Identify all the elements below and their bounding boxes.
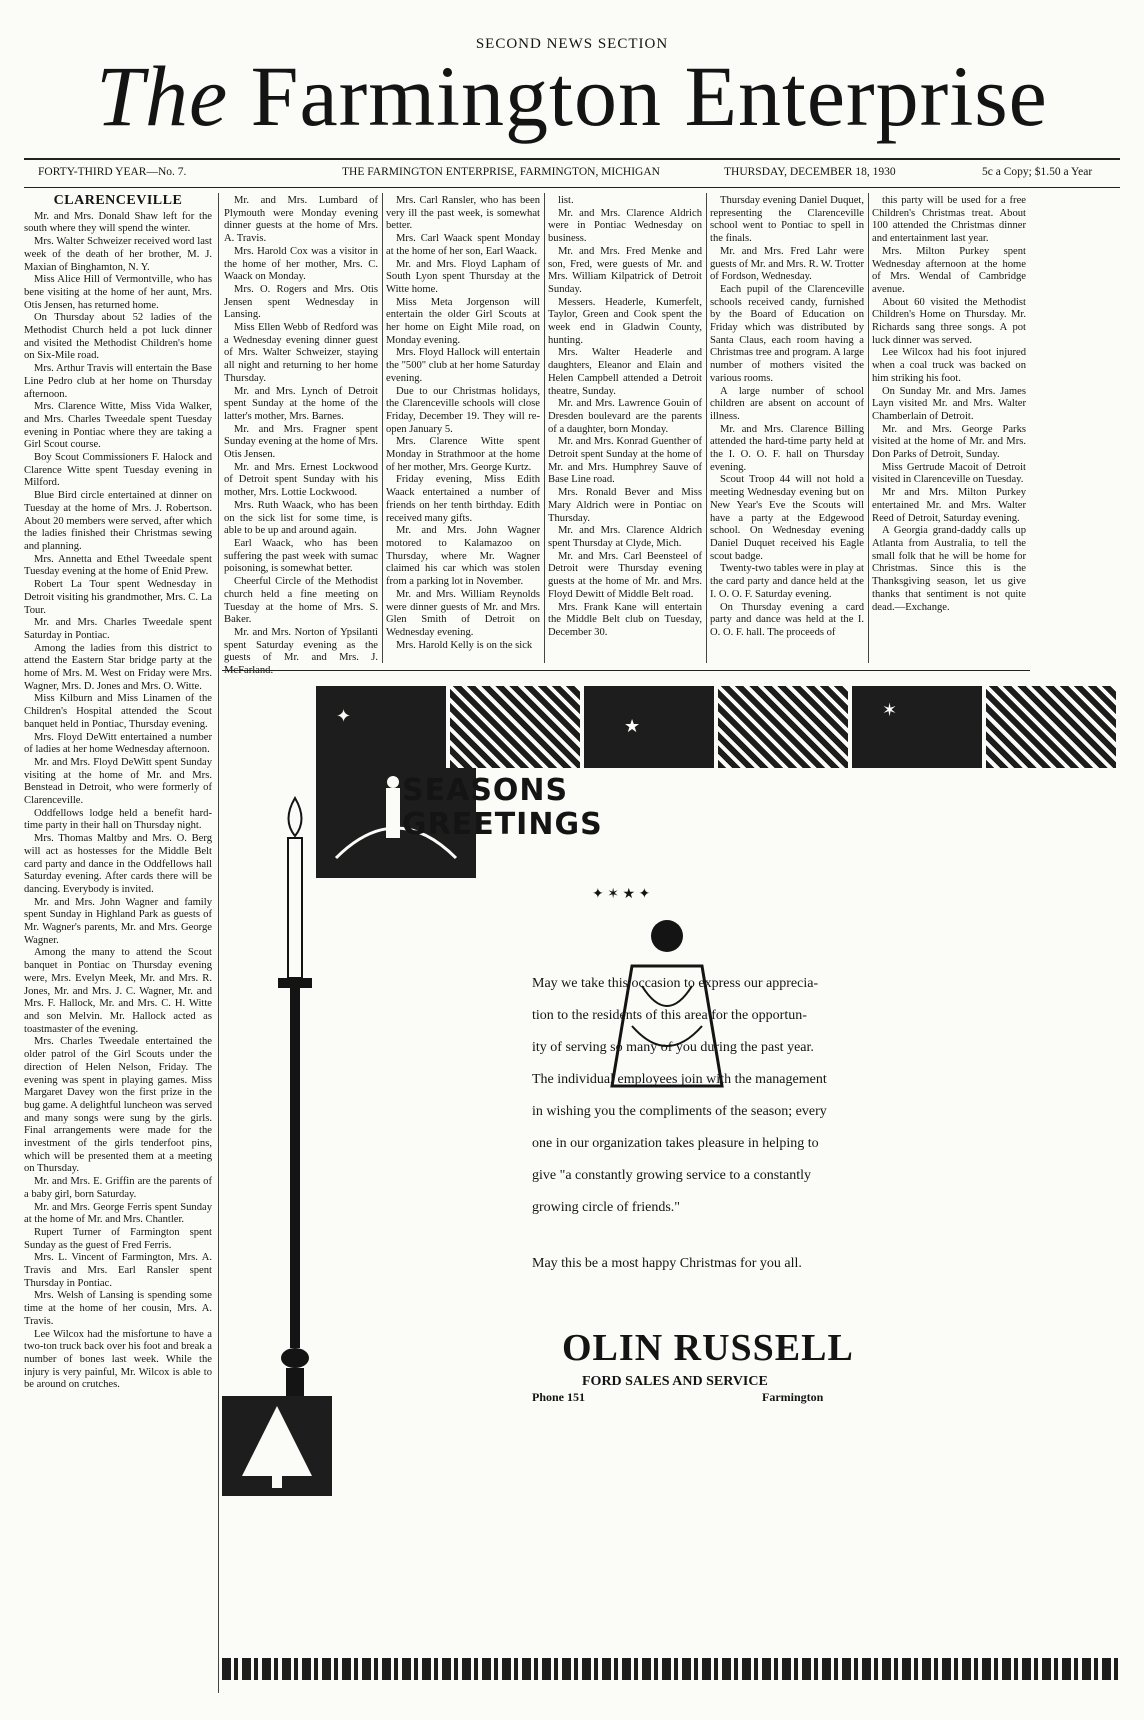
paragraph: Boy Scout Commissioners F. Halock and Clarence Witte spent Tuesday evening in Milford.	[24, 452, 212, 489]
svg-text:✦ ✶ ★ ✦: ✦ ✶ ★ ✦	[592, 887, 651, 902]
news-column-4	[548, 195, 702, 665]
banner-tile: ✶	[852, 686, 982, 768]
column-body	[548, 195, 702, 640]
dateline	[24, 166, 1120, 186]
paragraph: Mr. and Mrs. Clarence Aldrich were in Pontiac Wednesday on business.	[548, 207, 702, 245]
decorative-border	[222, 1658, 1120, 1680]
paragraph: Miss Meta Jorgenson will entertain the older Girl Scouts at her home on Eight Mile road, on Monday evening.	[386, 296, 540, 346]
paragraph: Mr. and Mrs. Konrad Guenther of Detroit spent Sunday at the home of Mr. and Mrs. Humphrey Sauve of Base Line road.	[548, 436, 702, 486]
paragraph: Thursday evening Daniel Duquet, representing the Clarenceville school went to Pontiac to spell in the finals.	[710, 195, 864, 245]
paragraph: Mr and Mrs. Milton Purkey entertained Mr. and Mrs. Walter Reed of Detroit, Saturday evening.	[872, 487, 1026, 524]
paragraph: Cheerful Circle of the Methodist church held a fine meeting on Tuesday at the home of Mrs. S. Baker.	[224, 576, 378, 626]
news-column-1	[24, 195, 212, 1695]
paragraph: Mrs. Annetta and Ethel Tweedale spent Tuesday evening at the home of Enid Prew.	[24, 553, 212, 578]
paragraph: Mr. and Mrs. Lumbard of Plymouth were Monday evening dinner guests at the home of Mrs. A. Travis.	[224, 195, 378, 245]
paragraph: list.	[558, 195, 574, 206]
paragraph: Friday evening, Miss Edith Waack entertained a number of friends on her tenth birthday. Edith received many gifts.	[386, 474, 540, 524]
masthead-name: Farmington Enterprise	[250, 48, 1048, 144]
paragraph: growing circle of friends."	[532, 1200, 680, 1215]
paragraph: Mrs. Floyd Hallock will entertain the "500" club at her home Saturday evening.	[386, 347, 540, 384]
paragraph: Mr. and Mrs. Carl Beensteel of Detroit were Thursday evening guests at the home of Mr. and Mrs. Floyd Dewitt of Middle Belt road.	[548, 550, 702, 600]
paragraph: Mrs. Harold Cox was a visitor in the home of her mother, Mrs. C. Waack on Monday.	[224, 245, 378, 283]
paragraph: Mr. and Mrs. Charles Tweedale spent Saturday in Pontiac.	[24, 617, 212, 641]
paragraph: Mrs. Walter Headerle and daughters, Eleanor and Elain and Helen Campbell attended a Detroit theatre, Sunday.	[548, 347, 702, 397]
paragraph: one in our organization takes pleasure in helping to	[532, 1136, 819, 1151]
paragraph: Mrs. Frank Kane will entertain the Middle Belt club on Tuesday, December 30.	[548, 601, 702, 638]
paragraph: Mrs. Walter Schweizer received word last week of the death of her brother, M. J. Maxian of Binghamton, N. Y.	[24, 236, 212, 273]
paragraph: Miss Kilburn and Miss Linamen of the Children's Hospital attended the Scout banquet held in Pontiac, Thursday evening.	[24, 693, 212, 730]
business-description: FORD SALES AND SERVICE	[582, 1374, 768, 1389]
paragraph: Mr. and Mrs. Floyd DeWitt spent Sunday visiting at the home of Mr. and Mrs. Benstead in Detroit, who were formerly of Clarenceville.	[24, 756, 212, 807]
paragraph: May we take this occasion to express our apprecia-	[532, 976, 819, 991]
paragraph: Among the ladies from this district to attend the Eastern Star bridge party at the home of Mrs. M. West on Friday were Mrs. Wagner, Mrs. D. Jones and Mrs. O. Witte.	[24, 642, 212, 692]
company-name: OLIN RUSSELL	[562, 1327, 854, 1369]
paragraph: Mrs. Thomas Maltby and Mrs. O. Berg will act as hostesses for the Middle Belt card party and dance in the Oddfellows hall Saturday evening. After cards there will be dancing. Everybody is invited.	[24, 833, 212, 895]
paragraph: Mrs. Carl Ransler, who has been very ill the past week, is somewhat better.	[386, 195, 540, 232]
christmas-advertisement	[222, 686, 1120, 1686]
column-divider	[382, 193, 383, 663]
banner-tile	[450, 686, 580, 768]
paragraph: Oddfellows lodge held a benefit hard-time party in their hall on Thursday night.	[24, 807, 212, 832]
masthead-rule-top	[24, 158, 1120, 160]
column-divider	[544, 193, 545, 663]
paragraph: Miss Ellen Webb of Redford was a Wednesday evening dinner guest of Mrs. Walter Schweizer, staying all night and returning to her home Thursday.	[224, 322, 378, 384]
paragraph: Mrs. Ruth Waack, who has been on the sick list for some time, is able to be up and around again.	[224, 499, 378, 537]
paragraph: Mr. and Mrs. Fred Menke and son, Fred, were guests of Mr. and Mrs. William Kilpatrick of Detroit Sunday.	[548, 245, 702, 295]
banner-tile	[718, 686, 848, 768]
dateline-price: 5c a Copy; $1.50 a Year	[982, 166, 1093, 178]
column-body	[24, 211, 212, 1392]
paragraph: Among the many to attend the Scout banquet in Pontiac on Thursday evening were, Mrs. Evelyn Meek, Mr. and Mrs. R. Jones, Mr. and Mrs. J. C. Wagner, Mr. and Mrs. F. Hallock, Mr. and Mrs. C. H. Witte and son Melvin. Mr. Hallock acted as toastmaster of the evening.	[24, 947, 212, 1035]
section-label: SECOND NEWS SECTION	[475, 36, 669, 52]
paragraph: Mrs. Milton Purkey spent Wednesday afternoon at the home of Mrs. Wendal of Cambridge avenue.	[872, 245, 1026, 295]
phone-number: Phone 151	[532, 1390, 586, 1404]
paragraph: A Georgia grand-daddy calls up Atlanta from Australia, to tell the small folk that he will be home for Christmas. Since this is the Thanksgiving season, let us give thanks that sentiment is not quite dead.—Exchange.	[872, 525, 1026, 613]
paragraph: On Thursday about 52 ladies of the Methodist Church held a pot luck dinner and visited the Methodist Children's home on Six-Mile road.	[24, 312, 212, 362]
paragraph: Mr. and Mrs. John Wagner and family spent Sunday in Highland Park as guests of Mr. Wagner's parents, Mr. and Mrs. George Wagner.	[24, 896, 212, 946]
paragraph: About 60 visited the Methodist Children's Home on Thursday. Mr. Richards sang three songs. A pot luck dinner was served.	[872, 296, 1026, 346]
column-heading: CLARENCEVILLE	[53, 193, 183, 208]
column-body	[872, 195, 1026, 614]
column-body	[224, 195, 378, 678]
column-divider	[868, 193, 869, 663]
paragraph: Mrs. O. Rogers and Mrs. Otis Jensen spent Wednesday in Lansing.	[224, 283, 378, 321]
paragraph: Each pupil of the Clarenceville schools received candy, furnished by the Board of Education on Friday which was distributed by Santa Claus, each room having a Christmas tree and program. A large number of mothers visited the various rooms.	[710, 283, 864, 384]
decorative-banner	[316, 686, 1116, 768]
paragraph: Mrs. Carl Waack spent Monday at the home of her son, Earl Waack.	[386, 233, 540, 257]
paragraph: Mrs. Clarence Witte, Miss Vida Walker, and Mrs. Charles Tweedale spent Tuesday evening in Pontiac where they are taking a Girl Scout course.	[24, 401, 212, 451]
column-body	[710, 195, 864, 640]
paragraph: Mrs. Welsh of Lansing is spending some time at the home of her cousin, Mrs. A. Travis.	[24, 1290, 212, 1327]
paragraph: give "a constantly growing service to a constantly	[532, 1168, 812, 1183]
paragraph: ity of serving so many of you during the past year.	[532, 1040, 814, 1055]
paragraph: Mr. and Mrs. William Reynolds were dinner guests of Mr. and Mrs. Glen Smith of Detroit on Wednesday evening.	[386, 588, 540, 638]
paragraph: A large number of school children are absent on account of illness.	[710, 385, 864, 422]
candlestick-icon	[260, 798, 330, 1448]
paragraph: Mr. and Mrs. Floyd Lapham of South Lyon spent Thursday at the Witte home.	[386, 258, 540, 295]
paragraph: Mr. and Mrs. Donald Shaw left for the south where they will spend the winter.	[24, 210, 212, 235]
masthead-title	[0, 46, 1144, 146]
paragraph: Mrs. L. Vincent of Farmington, Mrs. A. Travis and Mrs. Earl Ransler spent Thursday in Pontiac.	[24, 1252, 212, 1289]
paragraph: Messers. Headerle, Kumerfelt, Taylor, Green and Cook spent the week end in Gladwin County, hunting.	[548, 296, 702, 346]
column-divider	[706, 193, 707, 663]
paragraph: Mr. and Mrs. Clarence Aldrich spent Thursday at Clyde, Mich.	[548, 525, 702, 549]
paragraph: in wishing you the compliments of the season; every	[532, 1104, 827, 1119]
banner-tile: ✦	[316, 686, 446, 768]
paragraph: Mrs. Harold Kelly is on the sick	[396, 639, 533, 651]
greeting-line-2: GREETINGS	[402, 807, 603, 842]
ad-message	[532, 968, 1112, 1280]
paragraph: Miss Alice Hill of Vermontville, who has bene visiting at the home of her aunt, Mrs. Otis Jensen, has returned home.	[24, 274, 212, 311]
paragraph: Mr. and Mrs. John Wagner motored to Kalamazoo on Thursday, where Mr. Wagner claimed his car which was stolen from a parking lot in November.	[386, 525, 540, 588]
paragraph: Twenty-two tables were in play at the card party and dance held at the I. O. O. F. Saturday evening.	[710, 563, 864, 600]
masthead-the: The	[96, 48, 229, 144]
paragraph: Mr. and Mrs. E. Griffin are the parents of a baby girl, born Saturday.	[24, 1176, 212, 1200]
paragraph: Mr. and Mrs. Fragner spent Sunday evening at the home of Mrs. Otis Jensen.	[224, 423, 378, 461]
paragraph: The individual employees join with the management	[532, 1072, 827, 1087]
paragraph: Mr. and Mrs. Clarence Billing attended the hard-time party held at the I. O. O. F. hall on Thursday evening.	[710, 423, 864, 473]
paragraph: Mrs. Ronald Bever and Miss Mary Aldrich were in Pontiac on Thursday.	[548, 487, 702, 524]
paragraph: Scout Troop 44 will not hold a meeting Wednesday evening but on New Year's Eve the Scouts will have a party at the Edgewood school. On Wednesday evening Daniel Duquet received his Eagle scout badge.	[710, 474, 864, 562]
paragraph: Mrs. Floyd DeWitt entertained a number of ladies at her home Wednesday afternoon.	[24, 731, 212, 756]
message-body	[532, 968, 1112, 1224]
paragraph: Mr. and Mrs. George Parks visited at the home of Mr. and Mrs. Don Parks of Detroit, Sunday.	[872, 423, 1026, 461]
paragraph: Blue Bird circle entertained at dinner on Tuesday at the home of Mrs. J. Robertson. About 20 members were served, after which the ladies finished their Christmas sewing and planning.	[24, 490, 212, 552]
masthead-rule-bottom	[24, 187, 1120, 188]
dateline-paper: THE FARMINGTON ENTERPRISE, FARMINGTON, MICHIGAN	[342, 166, 660, 178]
banner-tile	[986, 686, 1116, 768]
paragraph: Mrs. Arthur Travis will entertain the Base Line Pedro club at her home on Thursday afternoon.	[24, 363, 212, 400]
paragraph: Rupert Turner of Farmington spent Sunday as the guest of Fred Ferris.	[24, 1226, 212, 1251]
news-column-5	[710, 195, 864, 665]
paragraph: Miss Gertrude Macoit of Detroit visited in Clarenceville on Tuesday.	[872, 461, 1026, 486]
column-divider	[218, 193, 219, 1693]
paragraph: Mr. and Mrs. Lynch of Detroit spent Sunday at the home of the latter's mother, Mrs. Barnes.	[224, 385, 378, 422]
ad-closing: May this be a most happy Christmas for you all.	[532, 1256, 802, 1271]
paragraph: tion to the residents of this area for the opportun-	[532, 1008, 807, 1023]
paragraph: Lee Wilcox had the misfortune to have a two-ton truck back over his foot and break a number of bones last week. While the injury is very painful, Mr. Wilcox is able to be around on crutches.	[24, 1328, 212, 1391]
seasons-greetings	[402, 774, 603, 842]
paragraph: On Sunday Mr. and Mrs. James Layn visited Mr. and Mrs. Walter Chamberlain of Detroit.	[872, 385, 1026, 422]
paragraph: this party will be used for a free Children's Christmas treat. About 100 attended the Christmas dinner and entertainment last year.	[872, 195, 1026, 245]
paragraph: Mr. and Mrs. George Ferris spent Sunday at the home of Mr. and Mrs. Chantler.	[24, 1201, 212, 1226]
banner-tile: ★	[584, 686, 714, 768]
paragraph: Mrs. Clarence Witte spent Monday in Strathmoor at the home of her mother, Mrs. George Kurtz.	[386, 436, 540, 473]
dateline-date: THURSDAY, DECEMBER 18, 1930	[724, 166, 896, 178]
news-column-6	[872, 195, 1026, 665]
greeting-line-1: SEASONS	[402, 773, 569, 808]
christmas-tree-icon	[222, 1396, 332, 1496]
paragraph: Mrs. Charles Tweedale entertained the older patrol of the Girl Scouts under the direction of Helen Nelson, Friday. The evening was spent in playing games. Miss Margaret Davey won the first prize in the bug game. A delightful luncheon was served and many songs were sung by the girls. Final arrangements were made for the investment of the girls tenderfoot pins, which will be presented them at a meeting on Thursday.	[24, 1036, 212, 1175]
town-name: Farmington	[762, 1390, 824, 1404]
paragraph: Robert La Tour spent Wednesday in Detroit visiting his grandmother, Mrs. C. La Tour.	[24, 579, 212, 616]
column-body	[386, 195, 540, 652]
news-column-3	[386, 195, 540, 665]
paragraph: Mr. and Mrs. Norton of Ypsilanti spent Saturday evening as the guests of Mr. and Mrs. J. McFarland.	[224, 626, 378, 677]
paragraph: Due to our Christmas holidays, the Clarenceville schools will close Friday, December 19. They will re-open January 5.	[386, 385, 540, 435]
ad-top-rule	[222, 670, 1030, 671]
paragraph: Mr. and Mrs. Fred Lahr were guests of Mr. and Mrs. R. W. Trotter of Fordson, Wednesday.	[710, 245, 864, 283]
paragraph: Mr. and Mrs. Lawrence Gouin of Dresden boulevard are the parents of a daughter, born Monday.	[548, 398, 702, 435]
dateline-year: FORTY-THIRD YEAR—No. 7.	[38, 166, 187, 178]
paragraph: Earl Waack, who has been suffering the past week with sumac poisoning, is somewhat better.	[224, 537, 378, 575]
news-column-2	[224, 195, 378, 677]
paragraph: Lee Wilcox had his foot injured when a coal truck was backed on him striking his foot.	[872, 347, 1026, 384]
paragraph: On Thursday evening a card party and dance was held at the I. O. O. F. hall. The proceeds of	[710, 601, 864, 638]
paragraph: Mr. and Mrs. Ernest Lockwood of Detroit spent Sunday with his mother, Mrs. Lottie Lockwood.	[224, 461, 378, 499]
